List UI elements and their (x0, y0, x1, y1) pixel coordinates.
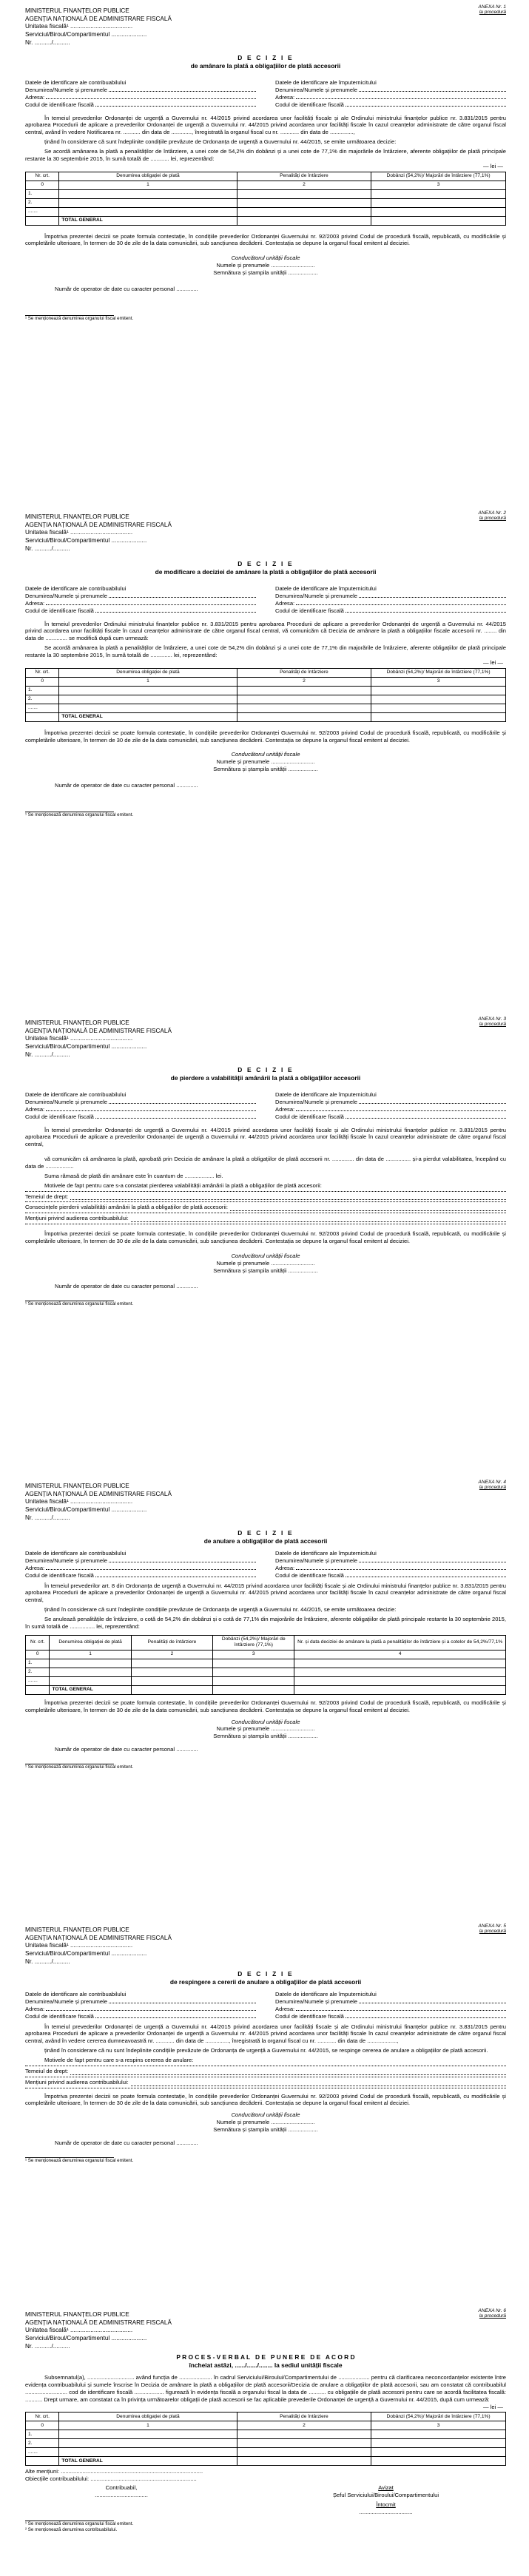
annex-header (479, 1016, 506, 1028)
operator-number: Număr de operator de date cu caracter personal .............. (55, 285, 198, 292)
table-header-row (26, 1635, 506, 1650)
decision-title (25, 54, 506, 70)
col-interest: Dobânzi (54,2%)/ Majorări de întârziere (77,1%) (213, 1635, 294, 1650)
col-penalty: Penalități de întârziere (237, 172, 371, 181)
col-obligation: Denumirea obligației de plată (59, 2413, 237, 2421)
proxy-header: Datele de identificare ale împuternicitului (275, 1991, 377, 1998)
address-label: Adresa: (275, 1105, 295, 1113)
name-label: Denumirea/Numele și prenumele (25, 86, 108, 93)
cif-label: Codul de identificare fiscală (275, 607, 344, 614)
address-label: Adresa: (25, 599, 45, 607)
conditions-paragraph: ținând în considerare că sunt îndeplinite condițiile prevăzute de Ordonanța de urgență a Guvernului nr. 44/2015, se emite următoarea decizie: (44, 138, 397, 146)
title-line-1: D E C I Z I E (237, 1529, 294, 1537)
amount-paragraph: Se acordă amânarea la plată a penalităților de întârziere, a unei cote de 54,2% din dobânzi și a unei cote de 77,1% din majorările de întârziere, aferente obligațiilor de plată principale restante la 30 septembrie 2015, în sumă totală de ............ lei, reprezentând: (25, 148, 506, 162)
annex-4 (25, 1480, 506, 1770)
footnote: ¹ Se menționează denumirea organului fiscal emitent. (25, 2521, 134, 2526)
proxy-header: Datele de identificare ale împuternicitului (275, 1091, 377, 1099)
manager-name: Numele și prenumele ............................ (216, 2119, 315, 2126)
taxpayer-objections[interactable]: Obiecțiile contribuabilului: .................................................................... (25, 2475, 197, 2483)
other-mentions[interactable]: Alte mențiuni: ........................................................................................... (25, 2468, 203, 2475)
title-line-1: D E C I Z I E (237, 560, 294, 568)
remaining-amount: Suma rămasă de plată din amânare este în cuantum de ................... lei. (44, 1172, 223, 1179)
org-block (25, 1016, 506, 1059)
signature-stamp: Semnătura și ștampila unității ................... (213, 269, 318, 277)
name-label: Denumirea/Numele și prenumele (275, 1098, 358, 1105)
annex-header (479, 2308, 506, 2319)
address-label: Adresa: (25, 1105, 45, 1113)
consequences-label: Consecințele pierderii valabilității amânării la plată a obligațiilor de plată accesorii: (25, 1204, 228, 1211)
cif-label: Codul de identificare fiscală (25, 2012, 94, 2020)
name-field[interactable] (359, 87, 506, 92)
operator-number: Număr de operator de date cu caracter personal .............. (55, 1283, 198, 1290)
document-number: Nr. ........../.......... (25, 1514, 70, 1521)
table-row: 2. (26, 198, 506, 207)
cif-field[interactable] (95, 2013, 256, 2018)
fiscal-unit: Unitatea fiscală¹ ..................................... (25, 23, 133, 30)
manager-label: Conducătorul unității fiscale (231, 751, 300, 758)
address-label: Adresa: (25, 2005, 45, 2012)
annex-1 (25, 4, 506, 322)
cif-field[interactable] (95, 607, 256, 613)
title-line-2: de anulare a obligațiilor de plată accesorii (203, 1537, 328, 1545)
org-block (25, 2308, 506, 2350)
procedure-ref: la procedură (479, 2313, 506, 2319)
table-row: ....... (26, 207, 506, 216)
col-penalty: Penalități de întârziere (237, 2413, 371, 2421)
title-line-1: D E C I Z I E (237, 54, 294, 62)
operator-number: Număr de operator de date cu caracter personal .............. (55, 2139, 198, 2146)
signature-stamp: Semnătura și ștampila unității ................... (213, 766, 318, 773)
cif-field[interactable] (95, 1113, 256, 1119)
annex-5 (25, 1923, 506, 2164)
fiscal-unit: Unitatea fiscală¹ ..................................... (25, 2327, 133, 2334)
org-block (25, 1923, 506, 1966)
signature-block (25, 1719, 506, 1741)
contest-paragraph: Împotriva prezentei decizii se poate formula contestație, în condițiile prevederilor Ordonanței Guvernului nr. 92/2003 privind Codul de procedură fiscală, republicată, cu modificările și completările ulterioare, în termen de 30 de zile de la data comunicării, sub sancțiunea decăderii. Contestația se depune la organul fiscal emitent al deciziei. (25, 2092, 506, 2107)
cif-field[interactable] (346, 607, 506, 613)
ministry: MINISTERUL FINANȚELOR PUBLICE (25, 1926, 129, 1933)
manager-label: Conducătorul unității fiscale (231, 1718, 300, 1725)
signature-block (25, 254, 506, 277)
annex-number: ANEXA Nr. 6 (478, 2308, 506, 2313)
service: Serviciul/Biroul/Compartimentul ..................... (25, 1042, 147, 1050)
legal-basis-paragraph: În temeiul prevederilor Ordinului ministrului finanțelor publice nr. 3.831/2015 pentru aprobarea Procedurii de aplicare a prevederilor Ordonanței de urgență a Guvernului nr. 44/2015 privind acordarea unor facilități fiscale în cazul creanțelor administrate de către organul fiscal central, vă comunicăm că Decizia de amânare la plată a obligațiilor fiscale accesorii nr. ........ din data de .............. se modifică după cum urmează: (25, 620, 506, 642)
name-label: Denumirea/Numele și prenumele (25, 592, 108, 599)
table-row: 0 1 2 3 4 (26, 1650, 506, 1659)
title-line-1: D E C I Z I E (237, 1066, 294, 1074)
procedure-ref: la procedură (479, 516, 506, 522)
proxy-column (275, 79, 506, 108)
annex-header (479, 510, 506, 522)
identification-block (25, 1091, 506, 1120)
cif-label: Codul de identificare fiscală (25, 101, 94, 108)
legal-basis-label: Temeiul de drept: (25, 1193, 69, 1200)
ministry: MINISTERUL FINANȚELOR PUBLICE (25, 1483, 129, 1489)
title-line-2: de modificare a deciziei de amânare la plată a obligațiilor de plată accesorii (155, 568, 377, 576)
drafted-signature-line[interactable]: .................................. (359, 2508, 413, 2515)
approved-label: Avizat (378, 2484, 394, 2492)
signature-block (25, 1252, 506, 1275)
taxpayer-signature (25, 2484, 218, 2515)
debtor-header: Datele de identificare ale contribuabilului (25, 585, 127, 593)
identification-block (25, 1550, 506, 1579)
col-penalty: Penalități de întârziere (237, 668, 371, 677)
contest-paragraph: Împotriva prezentei decizii se poate formula contestație, în condițiile prevederilor Ordonanței Guvernului nr. 92/2003 privind Codul de procedură fiscală, republicată, cu modificările și completările ulterioare, în termen de 30 de zile de la data comunicării, sub sancțiunea decăderii. Contestația se depune la organul fiscal emitent al deciziei. (25, 1699, 506, 1713)
table-row: 2. (26, 2439, 506, 2448)
annex-2 (25, 510, 506, 818)
cif-field[interactable] (95, 101, 256, 107)
table-total-row (26, 2457, 506, 2466)
org-block (25, 510, 506, 553)
annex-header (479, 1923, 506, 1935)
annex-number: ANEXA Nr. 2 (478, 510, 506, 516)
operator-number: Număr de operator de date cu caracter personal .............. (55, 782, 198, 789)
name-label: Denumirea/Numele și prenumele (275, 1997, 358, 2005)
cif-label: Codul de identificare fiscală (275, 1571, 344, 1579)
name-field[interactable] (359, 1557, 506, 1562)
name-label: Denumirea/Numele și prenumele (25, 1098, 108, 1105)
report-signatures (25, 2484, 506, 2515)
col-interest: Dobânzi (54,2%)/ Majorări de întârziere (77,1%) (371, 172, 506, 181)
footnote: ¹ Se menționează denumirea organului fiscal emitent. (25, 2157, 134, 2163)
name-label: Denumirea/Numele și prenumele (275, 86, 358, 93)
decision-title (25, 560, 506, 576)
total-label: TOTAL GENERAL (50, 1685, 131, 1694)
address-field[interactable] (296, 1106, 506, 1111)
address-field[interactable] (46, 2006, 256, 2011)
agency: AGENȚIA NAȚIONALĂ DE ADMINISTRARE FISCALĂ (25, 15, 172, 22)
table-row: 2. (26, 695, 506, 704)
contest-paragraph: Împotriva prezentei decizii se poate formula contestație, în condițiile prevederilor Ordonanței Guvernului nr. 92/2003 privind Codul de procedură fiscală, republicată, cu modificările și completările ulterioare, în termen de 30 de zile de la data comunicării, sub sancțiunea decăderii. Contestația se depune la organul fiscal emitent al deciziei. (25, 729, 506, 744)
debtor-header: Datele de identificare ale contribuabilului (25, 1091, 127, 1099)
title-line-2: de respingere a cererii de anulare a obligațiilor de plată accesorii (169, 1978, 362, 1986)
col-nr: Nr. crt. (26, 1635, 50, 1650)
address-field[interactable] (46, 94, 256, 99)
name-field[interactable] (109, 1557, 256, 1562)
debtor-column (25, 79, 256, 108)
service: Serviciul/Biroul/Compartimentul ..................... (25, 1506, 147, 1513)
legal-basis-field[interactable] (25, 1193, 506, 1201)
hearing-label: Mențiuni privind audierea contribuabilului: (25, 2078, 129, 2086)
signature-stamp: Semnătura și ștampila unității ................... (213, 2126, 318, 2134)
service: Serviciul/Biroul/Compartimentul ..................... (25, 1949, 147, 1957)
cif-label: Codul de identificare fiscală (275, 2012, 344, 2020)
legal-basis-paragraph: În temeiul prevederilor Ordonanței de urgență a Guvernului nr. 44/2015 privind acordarea unor facilități fiscale și ale Ordinului ministrului finanțelor publice nr. 3.831/2015 pentru aprobarea Procedurii de aplicare a prevederilor Ordonanței de urgență a Guvernului nr. 44/2015 privind acordarea unor facilități fiscale în cazul creanțelor administrate de către organul fiscal central, având în vedere Notificarea nr. ........... din data de ............., înregistrată la organul fiscal cu nr. ............ din data de ..............., (25, 114, 506, 136)
address-label: Adresa: (25, 1564, 45, 1571)
total-label: TOTAL GENERAL (59, 2457, 237, 2466)
org-block (25, 4, 506, 47)
identification-block (25, 585, 506, 614)
table-row: 1. (26, 686, 506, 695)
procedure-ref: la procedură (479, 1929, 506, 1935)
address-label: Adresa: (275, 1564, 295, 1571)
factual-reasons: Motivele de fapt pentru care s-a constatat pierderea valabilității amânării la plată a obligațiilor de plată accesorii: (44, 1181, 322, 1189)
ministry: MINISTERUL FINANȚELOR PUBLICE (25, 513, 129, 520)
amount-paragraph: Se anulează penalitățile de întârziere, o cotă de 54,2% din dobânzi și o cotă de 77,1% din majorările de întârziere, aferente obligațiilor de plată principale restante la 30 septembrie 2015, în sumă totală de ................ lei, reprezentând: (25, 1616, 506, 1630)
procedure-ref: la procedură (479, 1022, 506, 1028)
address-field[interactable] (296, 2006, 506, 2011)
legal-basis-paragraph: În temeiul prevederilor Ordonanței de urgență a Guvernului nr. 44/2015 privind acordarea unor facilități fiscale și ale Ordinului ministrului finanțelor publice nr. 3.831/2015 pentru aprobarea Procedurii de aplicare a prevederilor Ordonanței de urgență a Guvernului nr. 44/2015 privind acordarea unor facilități fiscale în cazul creanțelor administrate de către organul fiscal central, (25, 1126, 506, 1148)
cif-label: Codul de identificare fiscală (275, 1113, 344, 1120)
name-field[interactable] (359, 1099, 506, 1104)
debtor-column (25, 1091, 256, 1120)
title-line-2: de pierdere a valabilității amânării la plată a obligațiilor accesorii (170, 1074, 361, 1082)
table-header-row (26, 668, 506, 677)
signature-stamp: Semnătura și ștampila unității ................... (213, 1267, 318, 1274)
cif-field[interactable] (95, 1572, 256, 1577)
loss-paragraph: vă comunicăm că amânarea la plată, aprobată prin Decizia de amânare la plată a obligațiilor de plată accesorii nr. .............. din data de ................ și-a pierdut valabilitatea, începând cu data de .................. (25, 1156, 506, 1170)
ministry: MINISTERUL FINANȚELOR PUBLICE (25, 7, 129, 14)
name-field[interactable] (109, 593, 256, 598)
fiscal-unit: Unitatea fiscală¹ ..................................... (25, 1035, 133, 1042)
cif-field[interactable] (346, 101, 506, 107)
address-field[interactable] (296, 1565, 506, 1570)
legal-basis-paragraph: În temeiul prevederilor Ordonanței de urgență a Guvernului nr. 44/2015 privind acordarea unor facilități fiscale și ale Ordinului ministrului finanțelor publice nr. 3.831/2015 pentru aprobarea Procedurii de aplicare a prevederilor Ordonanței de urgență a Guvernului nr. 44/2015 privind acordarea unor facilități fiscale în cazul creanțelor administrate de către organul fiscal central, având în vedere cererea dumneavoastră nr. ............ din data de ..............., înregistrată la organul fiscal cu nr. ............ din data de ..................., (25, 2023, 506, 2045)
conditions-paragraph: ținând în considerare că sunt îndeplinite condițiile prevăzute de Ordonanța de urgență a Guvernului nr. 44/2015, se emite următoarea decizie: (44, 1606, 397, 1614)
contest-paragraph: Împotriva prezentei decizii se poate formula contestație, în condițiile prevederilor Ordonanței Guvernului nr. 92/2003 privind Codul de procedură fiscală, republicată, cu modificările și completările ulterioare, în termen de 30 de zile de la data comunicării, sub sancțiunea decăderii. Contestația se depune la organul fiscal emitent al deciziei. (25, 232, 506, 247)
cif-label: Codul de identificare fiscală (25, 1571, 94, 1579)
col-nr: Nr. crt. (26, 2413, 59, 2421)
footnote: ¹ Se menționează denumirea organului fiscal emitent. (25, 1764, 134, 1770)
cif-label: Codul de identificare fiscală (25, 607, 94, 614)
service: Serviciul/Biroul/Compartimentul ..................... (25, 30, 147, 38)
identification-block (25, 1991, 506, 2020)
service: Serviciul/Biroul/Compartimentul ..................... (25, 536, 147, 544)
col-nr: Nr. crt. (26, 668, 59, 677)
procedure-ref: la procedură (479, 10, 506, 16)
table-row: 1. (26, 189, 506, 198)
table-row: 1. (26, 1659, 506, 1668)
address-label: Adresa: (275, 2005, 295, 2012)
address-label: Adresa: (275, 599, 295, 607)
footnote: ¹ Se menționează denumirea organului fiscal emitent. (25, 812, 134, 817)
proxy-column (275, 1091, 506, 1120)
table-row: 0 1 2 3 (26, 677, 506, 686)
factual-reasons: Motivele de fapt pentru care s-a respins cererea de anulare: (44, 2057, 194, 2063)
drafted-label: Întocmit (376, 2501, 396, 2508)
debtor-header: Datele de identificare ale contribuabilului (25, 1550, 127, 1557)
hearing-field[interactable] (25, 1215, 506, 1222)
address-field[interactable] (296, 600, 506, 605)
agency: AGENȚIA NAȚIONALĂ DE ADMINISTRARE FISCALĂ (25, 1027, 172, 1034)
annex-header (479, 4, 506, 16)
address-label: Adresa: (25, 93, 45, 101)
contest-paragraph: Împotriva prezentei decizii se poate formula contestație, în condițiile prevederilor Ordonanței Guvernului nr. 92/2003 privind Codul de procedură fiscală, republicată, cu modificările și completările ulterioare, în termen de 30 de zile de la data comunicării, sub sancțiunea decăderii. Contestația se depune la organul fiscal emitent al deciziei. (25, 1230, 506, 1245)
hearing-field[interactable] (25, 2079, 506, 2086)
annex-number: ANEXA Nr. 5 (478, 1923, 506, 1929)
document-number: Nr. ........../.......... (25, 1958, 70, 1965)
manager-label: Conducătorul unității fiscale (231, 1252, 300, 1259)
col-interest: Dobânzi (54,2%)/ Majorări de întârziere (77,1%) (371, 2413, 506, 2421)
title-line-2: de amânare la plată a obligațiilor de plată accesorii (190, 62, 341, 70)
manager-name: Numele și prenumele ............................ (216, 1725, 315, 1733)
title-line-1: D E C I Z I E (237, 1970, 294, 1978)
address-field[interactable] (46, 1106, 256, 1111)
table-row: 0 1 2 3 (26, 2421, 506, 2430)
rejection-paragraph: ținând în considerare că nu sunt îndeplinite condițiile prevăzute de Ordonanța de urgență a Guvernului nr. 44/2015, se respinge cererea de anulare a obligațiilor de plată accesorii. (44, 2047, 488, 2054)
address-field[interactable] (46, 600, 256, 605)
manager-name: Numele și prenumele ............................ (216, 758, 315, 766)
obligations-table (25, 668, 506, 722)
decision-title (25, 1970, 506, 1986)
col-nr: Nr. crt. (26, 172, 59, 181)
proxy-column (275, 1991, 506, 2020)
manager-name: Numele și prenumele ............................ (216, 1259, 315, 1267)
debtor-column (25, 585, 256, 614)
fiscal-unit: Unitatea fiscală¹ ..................................... (25, 1942, 133, 1949)
currency-note: — lei — (482, 162, 503, 169)
hearing-label: Mențiuni privind audierea contribuabilului: (25, 1215, 129, 1222)
name-label: Denumirea/Numele și prenumele (25, 1997, 108, 2005)
document-number: Nr. ........../.......... (25, 1051, 70, 1058)
taxpayer-label: Contribuabil, (105, 2484, 138, 2492)
annex-header (479, 1480, 506, 1491)
ministry: MINISTERUL FINANȚELOR PUBLICE (25, 1019, 129, 1026)
report-title (25, 2353, 506, 2370)
col-decision: Nr. și data deciziei de amânare la plată a penalităților de întârziere și a cotelor de 54,2%/77,1% (294, 1635, 506, 1650)
reasons-line[interactable] (25, 1191, 506, 1192)
cif-label: Codul de identificare fiscală (25, 1113, 94, 1120)
annex-3 (25, 1016, 506, 1307)
address-label: Adresa: (275, 93, 295, 101)
table-header-row (26, 172, 506, 181)
title-line-2: încheiat astăzi, ....../....../........ la sediul unității fiscale (189, 2361, 343, 2370)
address-field[interactable] (296, 94, 506, 99)
taxpayer-signature-line[interactable]: .................................. (95, 2492, 148, 2498)
name-field[interactable] (109, 87, 256, 92)
amount-paragraph: Se acordă amânarea la plată a penalităților de întârziere, a unei cote de 54,2% din dobânzi și a unei cote de 77,1% din majorările de întârziere, aferente obligațiilor de plată principale restante la 30 septembrie 2015, în sumă totală de .............. lei, reprezentând: (25, 644, 506, 658)
col-penalty: Penalități de întârziere (131, 1635, 212, 1650)
table-total-row (26, 1685, 506, 1694)
consequences-field[interactable] (25, 1204, 506, 1211)
document-number: Nr. ........../.......... (25, 544, 70, 552)
org-block (25, 1480, 506, 1522)
manager-name: Numele și prenumele ............................ (216, 262, 315, 269)
total-label: TOTAL GENERAL (59, 712, 237, 721)
manager-label: Conducătorul unității fiscale (231, 2111, 300, 2119)
name-field[interactable] (109, 1998, 256, 2003)
annex-6 (25, 2308, 506, 2533)
table-row: ....... (26, 704, 506, 712)
agency: AGENȚIA NAȚIONALĂ DE ADMINISTRARE FISCALĂ (25, 1490, 172, 1497)
annex-number: ANEXA Nr. 4 (478, 1480, 506, 1485)
operator-number: Număr de operator de date cu caracter personal .............. (55, 1746, 198, 1753)
signature-stamp: Semnătura și ștampila unității ................... (213, 1733, 318, 1740)
table-total-row (26, 712, 506, 721)
debtor-header: Datele de identificare ale contribuabilului (25, 79, 127, 87)
obligations-table (25, 1635, 506, 1695)
name-label: Denumirea/Numele și prenumele (25, 1557, 108, 1564)
agency: AGENȚIA NAȚIONALĂ DE ADMINISTRARE FISCALĂ (25, 521, 172, 528)
procedure-ref: la procedură (479, 1485, 506, 1491)
debtor-column (25, 1550, 256, 1579)
decision-title (25, 1529, 506, 1545)
legal-basis-paragraph: În temeiul prevederilor art. 8 din Ordonanța de urgență a Guvernului nr. 44/2015 privind acordarea unor facilități fiscale și ale Ordinului ministrului finanțelor publice nr. 3.831/2015 pentru aprobarea Procedurii de aplicare a prevederilor Ordonanței de urgență a Guvernului nr. 44/2015 privind acordarea unor facilități fiscale în cazul creanțelor administrate de către organul fiscal central, (25, 1582, 506, 1604)
currency-note: — lei — (482, 2403, 503, 2410)
footnote: ¹ Se menționează denumirea organului fiscal emitent. (25, 1301, 134, 1307)
document-number: Nr. ........../.......... (25, 2342, 70, 2350)
agency: AGENȚIA NAȚIONALĂ DE ADMINISTRARE FISCALĂ (25, 2319, 172, 2326)
col-obligation: Denumirea obligației de plată (59, 668, 237, 677)
annex-number: ANEXA Nr. 3 (478, 1016, 506, 1022)
name-field[interactable] (359, 1998, 506, 2003)
signature-block (25, 751, 506, 773)
col-obligation: Denumirea obligației de plată (59, 172, 237, 181)
proxy-header: Datele de identificare ale împuternicitului (275, 1550, 377, 1557)
table-row: 0 1 2 3 (26, 181, 506, 189)
identification-block (25, 79, 506, 108)
table-row: ....... (26, 1676, 506, 1685)
footnote: ¹ Se menționează denumirea organului fiscal emitent. (25, 315, 134, 321)
cif-label: Codul de identificare fiscală (275, 101, 344, 108)
proxy-header: Datele de identificare ale împuternicitului (275, 585, 377, 593)
annex-number: ANEXA Nr. 1 (478, 4, 506, 10)
table-row: 1. (26, 2430, 506, 2439)
manager-label: Conducătorul unității fiscale (231, 254, 300, 262)
cif-field[interactable] (346, 1113, 506, 1119)
document-number: Nr. ........../.......... (25, 38, 70, 46)
head-of-unit: Șeful Serviciului/Biroului/Compartimentului (332, 2492, 439, 2498)
proxy-column (275, 585, 506, 614)
legal-basis-label: Temeiul de drept: (25, 2067, 69, 2074)
table-row: ....... (26, 2448, 506, 2457)
service: Serviciul/Biroul/Compartimentul ..................... (25, 2334, 147, 2341)
name-field[interactable] (359, 593, 506, 598)
legal-basis-field[interactable] (25, 2068, 506, 2075)
title-line-1: P R O C E S - V E R B A L D E P U N E R E D E A C O R D (176, 2353, 355, 2361)
total-label: TOTAL GENERAL (59, 216, 237, 225)
debtor-header: Datele de identificare ale contribuabilului (25, 1991, 127, 1998)
address-field[interactable] (46, 1565, 256, 1570)
legal-line[interactable] (25, 1201, 506, 1202)
name-label: Denumirea/Numele și prenumele (275, 1557, 358, 1564)
ministry: MINISTERUL FINANȚELOR PUBLICE (25, 2311, 129, 2318)
decision-title (25, 1066, 506, 1082)
col-obligation: Denumirea obligației de plată (50, 1635, 131, 1650)
cif-field[interactable] (346, 1572, 506, 1577)
agency: AGENȚIA NAȚIONALĂ DE ADMINISTRARE FISCALĂ (25, 1934, 172, 1941)
currency-note: — lei — (482, 658, 503, 666)
table-total-row (26, 216, 506, 225)
obligations-table (25, 2412, 506, 2466)
name-label: Denumirea/Numele și prenumele (275, 592, 358, 599)
proxy-column (275, 1550, 506, 1579)
cif-field[interactable] (346, 2013, 506, 2018)
col-interest: Dobânzi (54,2%)/ Majorări de întârziere (77,1%) (371, 668, 506, 677)
fiscal-unit: Unitatea fiscală¹ ..................................... (25, 529, 133, 536)
table-header-row (26, 2413, 506, 2421)
debtor-column (25, 1991, 256, 2020)
fiscal-unit: Unitatea fiscală¹ ..................................... (25, 1498, 133, 1506)
footnote-2: ² Se menționează denumirea contribuabilului. (25, 2526, 118, 2532)
obligations-table (25, 172, 506, 226)
table-row: 2. (26, 1668, 506, 1676)
name-field[interactable] (109, 1099, 256, 1104)
signature-block (25, 2111, 506, 2134)
proxy-header: Datele de identificare ale împuternicitului (275, 79, 377, 87)
report-paragraph: Subsemnatul(a), .............................. având funcția de ..................... în cadrul Serviciului/Biroului/Compartimentului de .................... pentru că clarificarea neconcordanțelor existente între evidența contribuabilului și sumele înscrise în Decizia de amânare la plată a obligațiilor de plată accesorii/Decizia de anulare a obligațiilor de plată accesorii, sau am constatat că contribuabilul ........................... cod de identificare fiscală ................... figurează în evidența fiscală a organului fiscal la data de ........... cu obligațiile de plată accesorii pentru care se acordă facilitatea fiscală: ........... Drept urmare, am constatat ca în privința următoarelor obligații de plată accesorii se fac aplicabile prevederile Ordonanței de urgență a Guvernului nr. 44/2015, după cum urmează: (25, 2374, 506, 2403)
approval-block (266, 2484, 506, 2515)
